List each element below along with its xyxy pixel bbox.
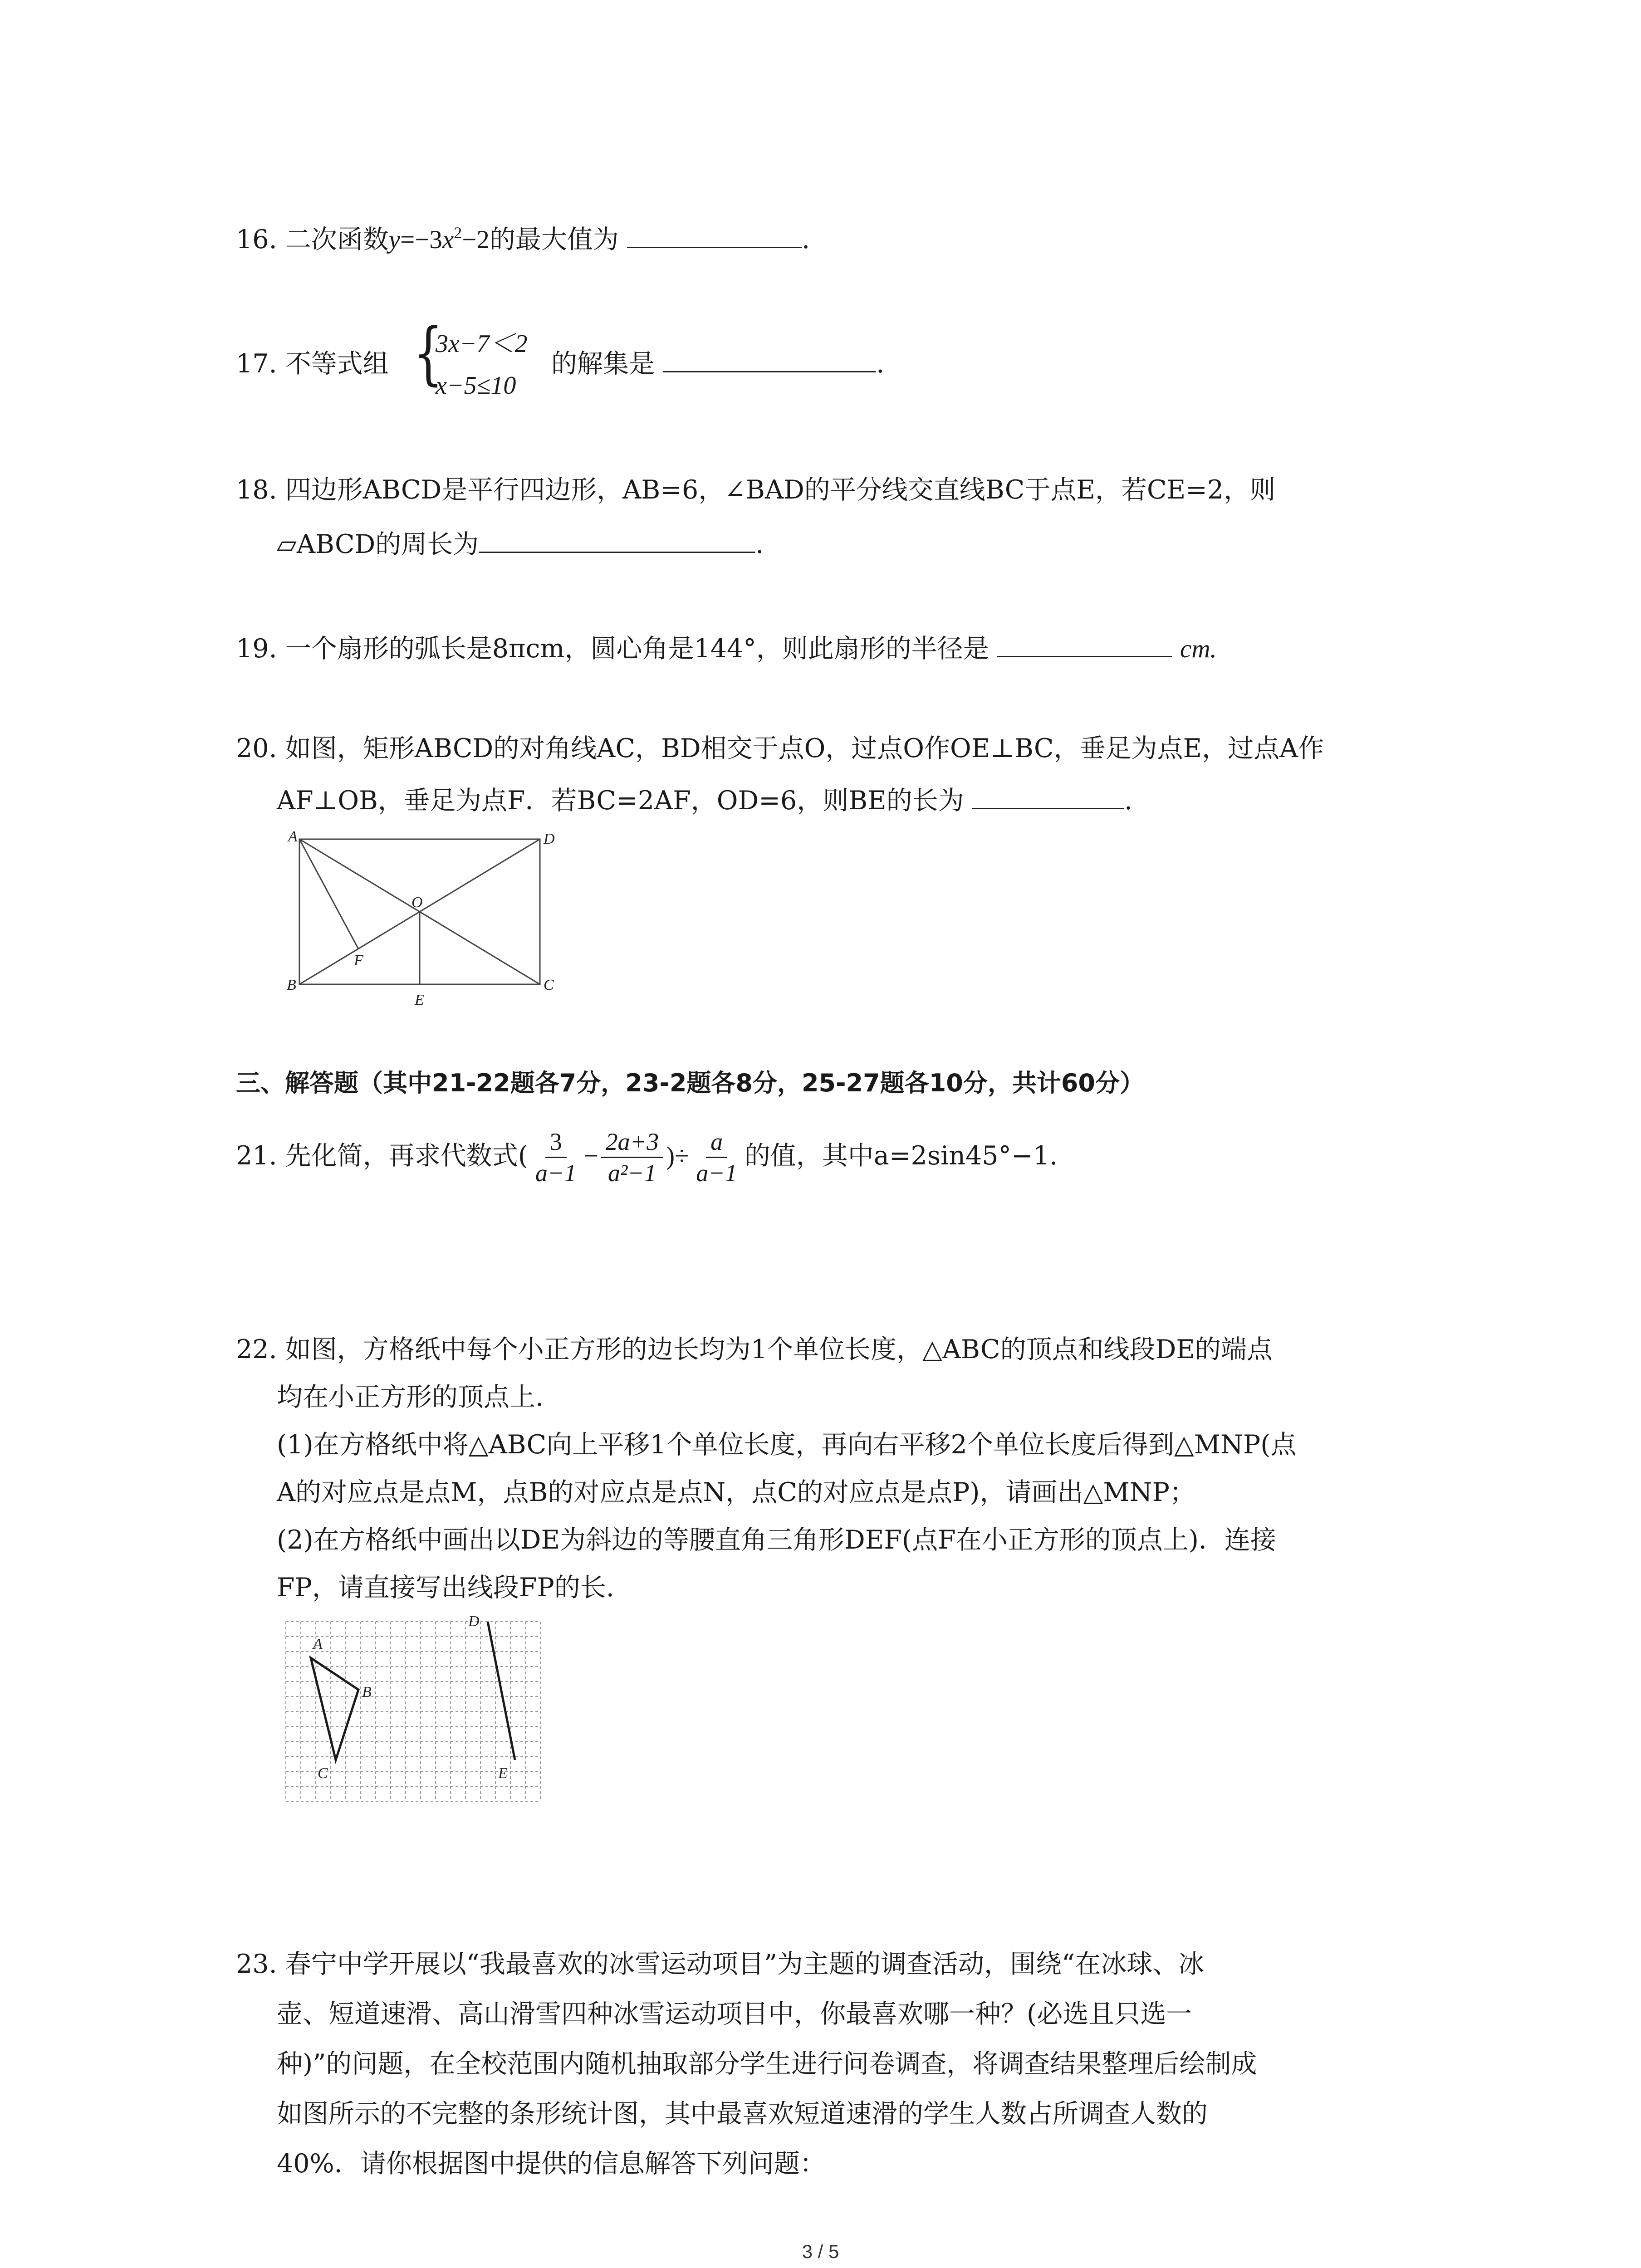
section-3-header: 三、解答题（其中21-22题各7分，23-2题各8分，25-27题各10分，共计60分）: [236, 1069, 1144, 1097]
q19: [236, 631, 1217, 667]
q19-answer-blank[interactable]: [997, 632, 1172, 657]
q20-text1: 如图，矩形ABCD的对角线AC，BD相交于点O，过点O作OE⊥BC，垂足为点E，过点A作: [285, 733, 1324, 763]
q22-line6: FP，请直接写出线段FP的长.: [277, 1573, 614, 1603]
grid-label-c: C: [318, 1765, 328, 1782]
q16-x: x: [442, 225, 454, 254]
q18-text2: ▱ABCD的周长为: [277, 529, 479, 559]
q21-suffix: 的值，其中a=2sin45°−1.: [744, 1141, 1058, 1171]
q21-frac1-den: a−1: [535, 1159, 577, 1187]
triangle-abc: [311, 1658, 358, 1760]
q21-frac2-num: 2a+3: [601, 1127, 663, 1158]
q23-line3: 种)”的问题，在全校范围内随机抽取部分学生进行问卷调查，将调查结果整理后绘制成: [277, 2049, 1257, 2079]
q21-frac3-num: a: [706, 1127, 727, 1158]
q17-prefix: 不等式组: [285, 349, 389, 379]
q16-end: .: [801, 225, 810, 254]
q17-ineq2: x−5≤10: [436, 371, 516, 400]
q21-frac2: [601, 1127, 663, 1188]
q20-line2: [277, 782, 1132, 819]
q23-text1: 春宁中学开展以“我最喜欢的冰雪运动项目”为主题的调查活动，围绕“在冰球、冰: [285, 1949, 1205, 1979]
q19-text: 一个扇形的弧长是8πcm，圆心角是144°，则此扇形的半径是: [285, 634, 989, 664]
q20-line1: [236, 730, 1324, 767]
q16-y: y: [388, 225, 401, 254]
q18-number: 18.: [236, 475, 277, 505]
q16-suffix: 的最大值为: [489, 225, 619, 254]
q18-text1: 四边形ABCD是平行四边形，AB=6，∠BAD的平分线交直线BC于点E，若CE=2，则: [285, 475, 1276, 505]
q22-line5: (2)在方格纸中画出以DE为斜边的等腰直角三角形DEF(点F在小正方形的顶点上)．连接: [277, 1525, 1276, 1555]
q20-rectangle-figure: [272, 826, 572, 1016]
q21-frac1-num: 3: [545, 1127, 567, 1158]
q21-frac3-den: a−1: [696, 1159, 737, 1187]
q18-answer-blank[interactable]: [479, 528, 755, 553]
label-a: A: [288, 828, 298, 845]
q22-line3: (1)在方格纸中将△ABC向上平移1个单位长度，再向右平移2个单位长度后得到△MNP(点: [277, 1430, 1297, 1460]
q16-number: 16.: [236, 225, 277, 254]
q17-suffix: 的解集是: [551, 349, 655, 379]
label-e: E: [415, 992, 424, 1008]
q22-line2: 均在小正方形的顶点上.: [277, 1382, 544, 1412]
grid-label-b: B: [362, 1684, 372, 1701]
q21-number: 21.: [236, 1141, 277, 1171]
q16-eq: =−3: [400, 225, 442, 254]
q19-unit: cm.: [1180, 635, 1217, 663]
q16: [236, 221, 810, 258]
q16-sup: 2: [454, 224, 462, 242]
q16-tail: −2: [462, 225, 490, 254]
segment-af: [299, 839, 358, 949]
q17-ineq1: 3x−7＜2: [436, 330, 528, 358]
q22-text1: 如图，方格纸中每个小正方形的边长均为1个单位长度，△ABC的顶点和线段DE的端点: [285, 1334, 1273, 1364]
q22-line1: [236, 1331, 1273, 1368]
grid-label-a: A: [313, 1636, 323, 1652]
q17-brace: {: [413, 314, 444, 393]
q22-line4: A的对应点是点M，点B的对应点是点N，点C的对应点是点P)，请画出△MNP；: [277, 1477, 1195, 1507]
q18-line2: [277, 526, 764, 562]
q19-number: 19.: [236, 634, 277, 664]
q23-number: 23.: [236, 1949, 277, 1979]
q16-answer-blank[interactable]: [627, 223, 802, 248]
q17-answer-blank[interactable]: [663, 347, 876, 372]
label-b: B: [287, 977, 296, 993]
q20-number: 20.: [236, 733, 277, 763]
q20-text2: AF⊥OB，垂足为点F．若BC=2AF，OD=6，则BE的长为: [277, 786, 964, 816]
q22-number: 22.: [236, 1334, 277, 1364]
q23-line5: 40%．请你根据图中提供的信息解答下列问题：: [277, 2149, 826, 2179]
q17-number: 17.: [236, 349, 277, 379]
grid-label-d: D: [468, 1613, 480, 1630]
q23-line1: [236, 1946, 1204, 1982]
q17: [236, 346, 389, 382]
q18-end: .: [755, 529, 764, 559]
q21-frac2-den: a²−1: [608, 1159, 656, 1187]
q21-div: )÷: [666, 1142, 689, 1170]
q22-grid-figure: [272, 1608, 554, 1821]
grid-label-e: E: [498, 1765, 508, 1782]
page-number: 3 / 5: [802, 2241, 839, 2262]
q20-end: .: [1124, 786, 1132, 816]
q17-end: .: [876, 349, 885, 379]
q18-line1: [236, 472, 1275, 508]
label-f: F: [354, 952, 363, 969]
label-d: D: [544, 831, 555, 847]
q23-line4: 如图所示的不完整的条形统计图，其中最喜欢短道速滑的学生人数占所调查人数的: [277, 2099, 1208, 2129]
label-o: O: [411, 894, 423, 911]
label-c: C: [544, 977, 554, 993]
q21-frac1: [531, 1127, 581, 1188]
q17-tail: [551, 346, 884, 382]
q23-line2: 壶、短道速滑、高山滑雪四种冰雪运动项目中，你最喜欢哪一种？(必选且只选一: [277, 1999, 1192, 2029]
q21-frac3: [691, 1127, 741, 1188]
q21: [236, 1124, 1058, 1188]
q21-prefix: 先化简，再求代数式(: [285, 1141, 529, 1171]
q21-minus: −: [583, 1142, 598, 1170]
q20-answer-blank[interactable]: [972, 784, 1124, 809]
q16-prefix: 二次函数: [285, 225, 389, 254]
